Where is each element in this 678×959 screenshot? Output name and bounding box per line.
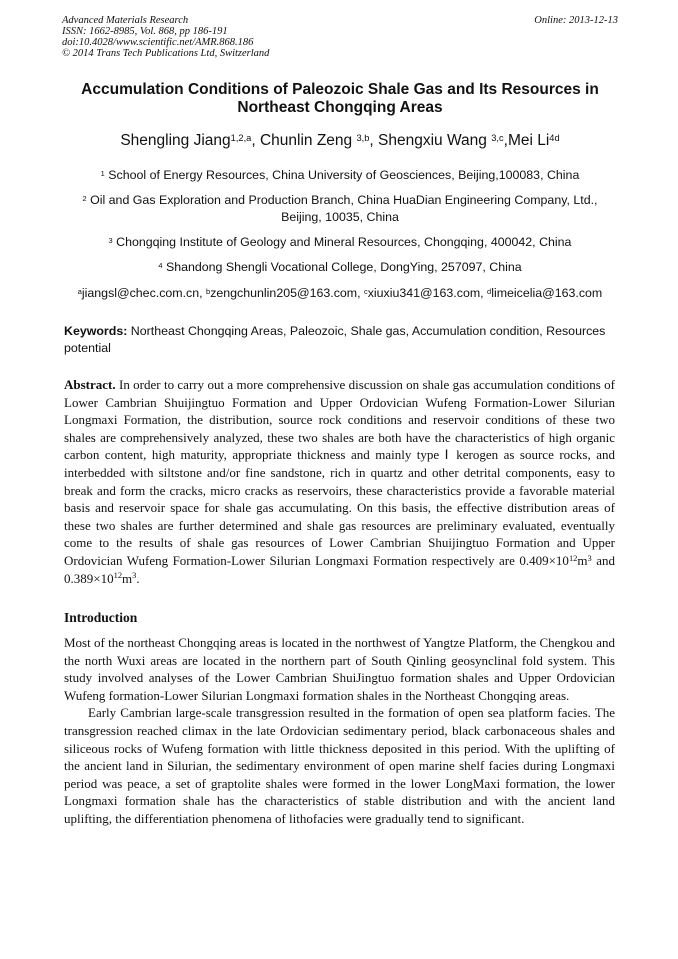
- abstract-unit: m: [122, 570, 133, 586]
- affiliation-sup: 4: [158, 260, 163, 270]
- keywords-text: Northeast Chongqing Areas, Paleozoic, Shale gas, Accumulation condition, Resources potential: [64, 324, 606, 355]
- abstract-exponent: 12: [568, 552, 578, 563]
- affiliation-text: School of Energy Resources, China University of Geosciences, Beijing,100083, China: [104, 168, 580, 182]
- author-list: [40, 132, 640, 150]
- abstract-unit-exponent: 3: [587, 552, 592, 563]
- affiliation-4: [62, 259, 618, 276]
- abstract-unit: m: [577, 552, 588, 568]
- author-sup: 3,c: [491, 132, 504, 143]
- author-name: Chunlin Zeng: [259, 132, 357, 149]
- introduction-body: [64, 634, 615, 828]
- keywords-label: Keywords:: [64, 324, 128, 338]
- email-sup: d: [487, 286, 492, 296]
- affiliation-text: Chongqing Institute of Geology and Mineral Resources, Chongqing, 400042, China: [112, 235, 572, 249]
- running-header: [62, 15, 618, 59]
- abstract-text-end: .: [136, 570, 140, 586]
- author-sep: ,: [503, 132, 508, 149]
- affiliation-2: [62, 192, 618, 226]
- journal-name: Advanced Materials Research: [62, 15, 189, 26]
- paper-title: Accumulation Conditions of Paleozoic Shale Gas and Its Resources in Northeast Chongqing Areas: [81, 81, 599, 116]
- abstract-text: In order to carry out a more comprehensive discussion on shale gas accumulation conditions of Lower Cambrian Shuijingtuo Formation and Upper Ordovician Wufeng Formation-Lower Silurian Longmaxi Formation, the distribution, source rock conditions and reservoir conditions of these two shales are comprehensively analyzed, these two shales are both have the characteristics of high organic carbon content, high maturity, appropriate thickness and mainly type Ⅰ kerogen as source rocks, and interbedded with siltstone and/or fine sandstone, rich in quartz and other detrital components, easy to break and form the cracks, micro cracks as reservoirs, these characteristics provide a favorable material basis and reservoir space for shale gas accumulating. On this basis, the effective distribution areas of these two shales are further determined and shale gas resources are preliminary evaluated, eventually come to the results of shale gas resources of Lower Cambrian Shuijingtuo Formation and Upper Ordovician Wufeng Formation-Lower Silurian Longmaxi Formation respectively are 0.409×10: [64, 377, 615, 568]
- email-text: jiangsl@chec.com.cn,: [81, 286, 207, 300]
- affiliation-1: [62, 167, 618, 184]
- keywords: [64, 323, 616, 357]
- online-date: Online: 2013-12-13: [534, 15, 618, 26]
- email-sup: b: [206, 286, 211, 296]
- email-sup: a: [77, 286, 82, 296]
- affiliation-sup: 1: [100, 168, 105, 178]
- author-sup: 1,2,a: [230, 132, 252, 143]
- author-name: Shengxiu Wang: [378, 132, 492, 149]
- email-text: xiuxiu341@163.com,: [367, 286, 488, 300]
- author-name: Mei Li: [507, 132, 550, 149]
- abstract-exponent: 12: [113, 570, 123, 581]
- author-sup: 3,b: [356, 132, 370, 143]
- abstract: [64, 376, 615, 587]
- author-emails: [40, 286, 640, 301]
- abstract-unit-exponent: 3: [132, 570, 137, 581]
- abstract-label: Abstract.: [64, 377, 116, 392]
- affiliation-sup: 2: [82, 193, 87, 203]
- paragraph: Most of the northeast Chongqing areas is located in the northwest of Yangtze Platform, the Chengkou and the north Wuxi areas are located in the northern part of South Qinling geosynclinal fold system. This study involved analyses of the Lower Cambrian ShuiJingtuo formation shales and Upper Ordovician Wufeng formation-Lower Silurian Longmaxi formation shales in the Northeast Chongqing areas.: [64, 635, 615, 703]
- affiliation-text: Shandong Shengli Vocational College, DongYing, 257097, China: [162, 260, 522, 274]
- affiliation-sup: 3: [108, 235, 113, 245]
- affiliation-text: Oil and Gas Exploration and Production Branch, China HuaDian Engineering Company, Ltd., Beijing, 10035, China: [86, 193, 598, 224]
- abstract-text-mid: and 0.389×10: [64, 552, 615, 586]
- author-sep: ,: [251, 132, 260, 149]
- section-heading-introduction: Introduction: [64, 610, 138, 625]
- author-name: Shengling Jiang: [120, 132, 231, 149]
- paragraph: Early Cambrian large-scale transgression resulted in the formation of open sea platform facies. The transgression reached climax in the late Ordovician sedimentary period, black carbonaceous shales and siliceous rocks of Wufeng formation with little thickness deposited in this period. With the uplifting of the ancient land in Silurian, the sedimentary environment of open marine shelf facies during Longmaxi period was peace, a set of graptolite shales were formed in the lower LongMaxi formation, the lower Longmaxi formation shale has the characteristics of stable distribution and with the ancient land uplifting, the differentiation phenomena of lithofacies were gradually tend to significant.: [64, 705, 615, 826]
- email-text: limeicelia@163.com: [491, 286, 603, 300]
- email-sup: c: [363, 286, 368, 296]
- author-sep: ,: [369, 132, 379, 149]
- affiliation-3: [62, 234, 618, 251]
- copyright-line: © 2014 Trans Tech Publications Ltd, Switzerland: [62, 48, 270, 59]
- doi-line: doi:10.4028/www.scientific.net/AMR.868.186: [62, 37, 254, 48]
- email-text: zengchunlin205@163.com,: [210, 286, 364, 300]
- author-sup: 4d: [549, 132, 560, 143]
- issn-line: ISSN: 1662-8985, Vol. 868, pp 186-191: [62, 26, 228, 37]
